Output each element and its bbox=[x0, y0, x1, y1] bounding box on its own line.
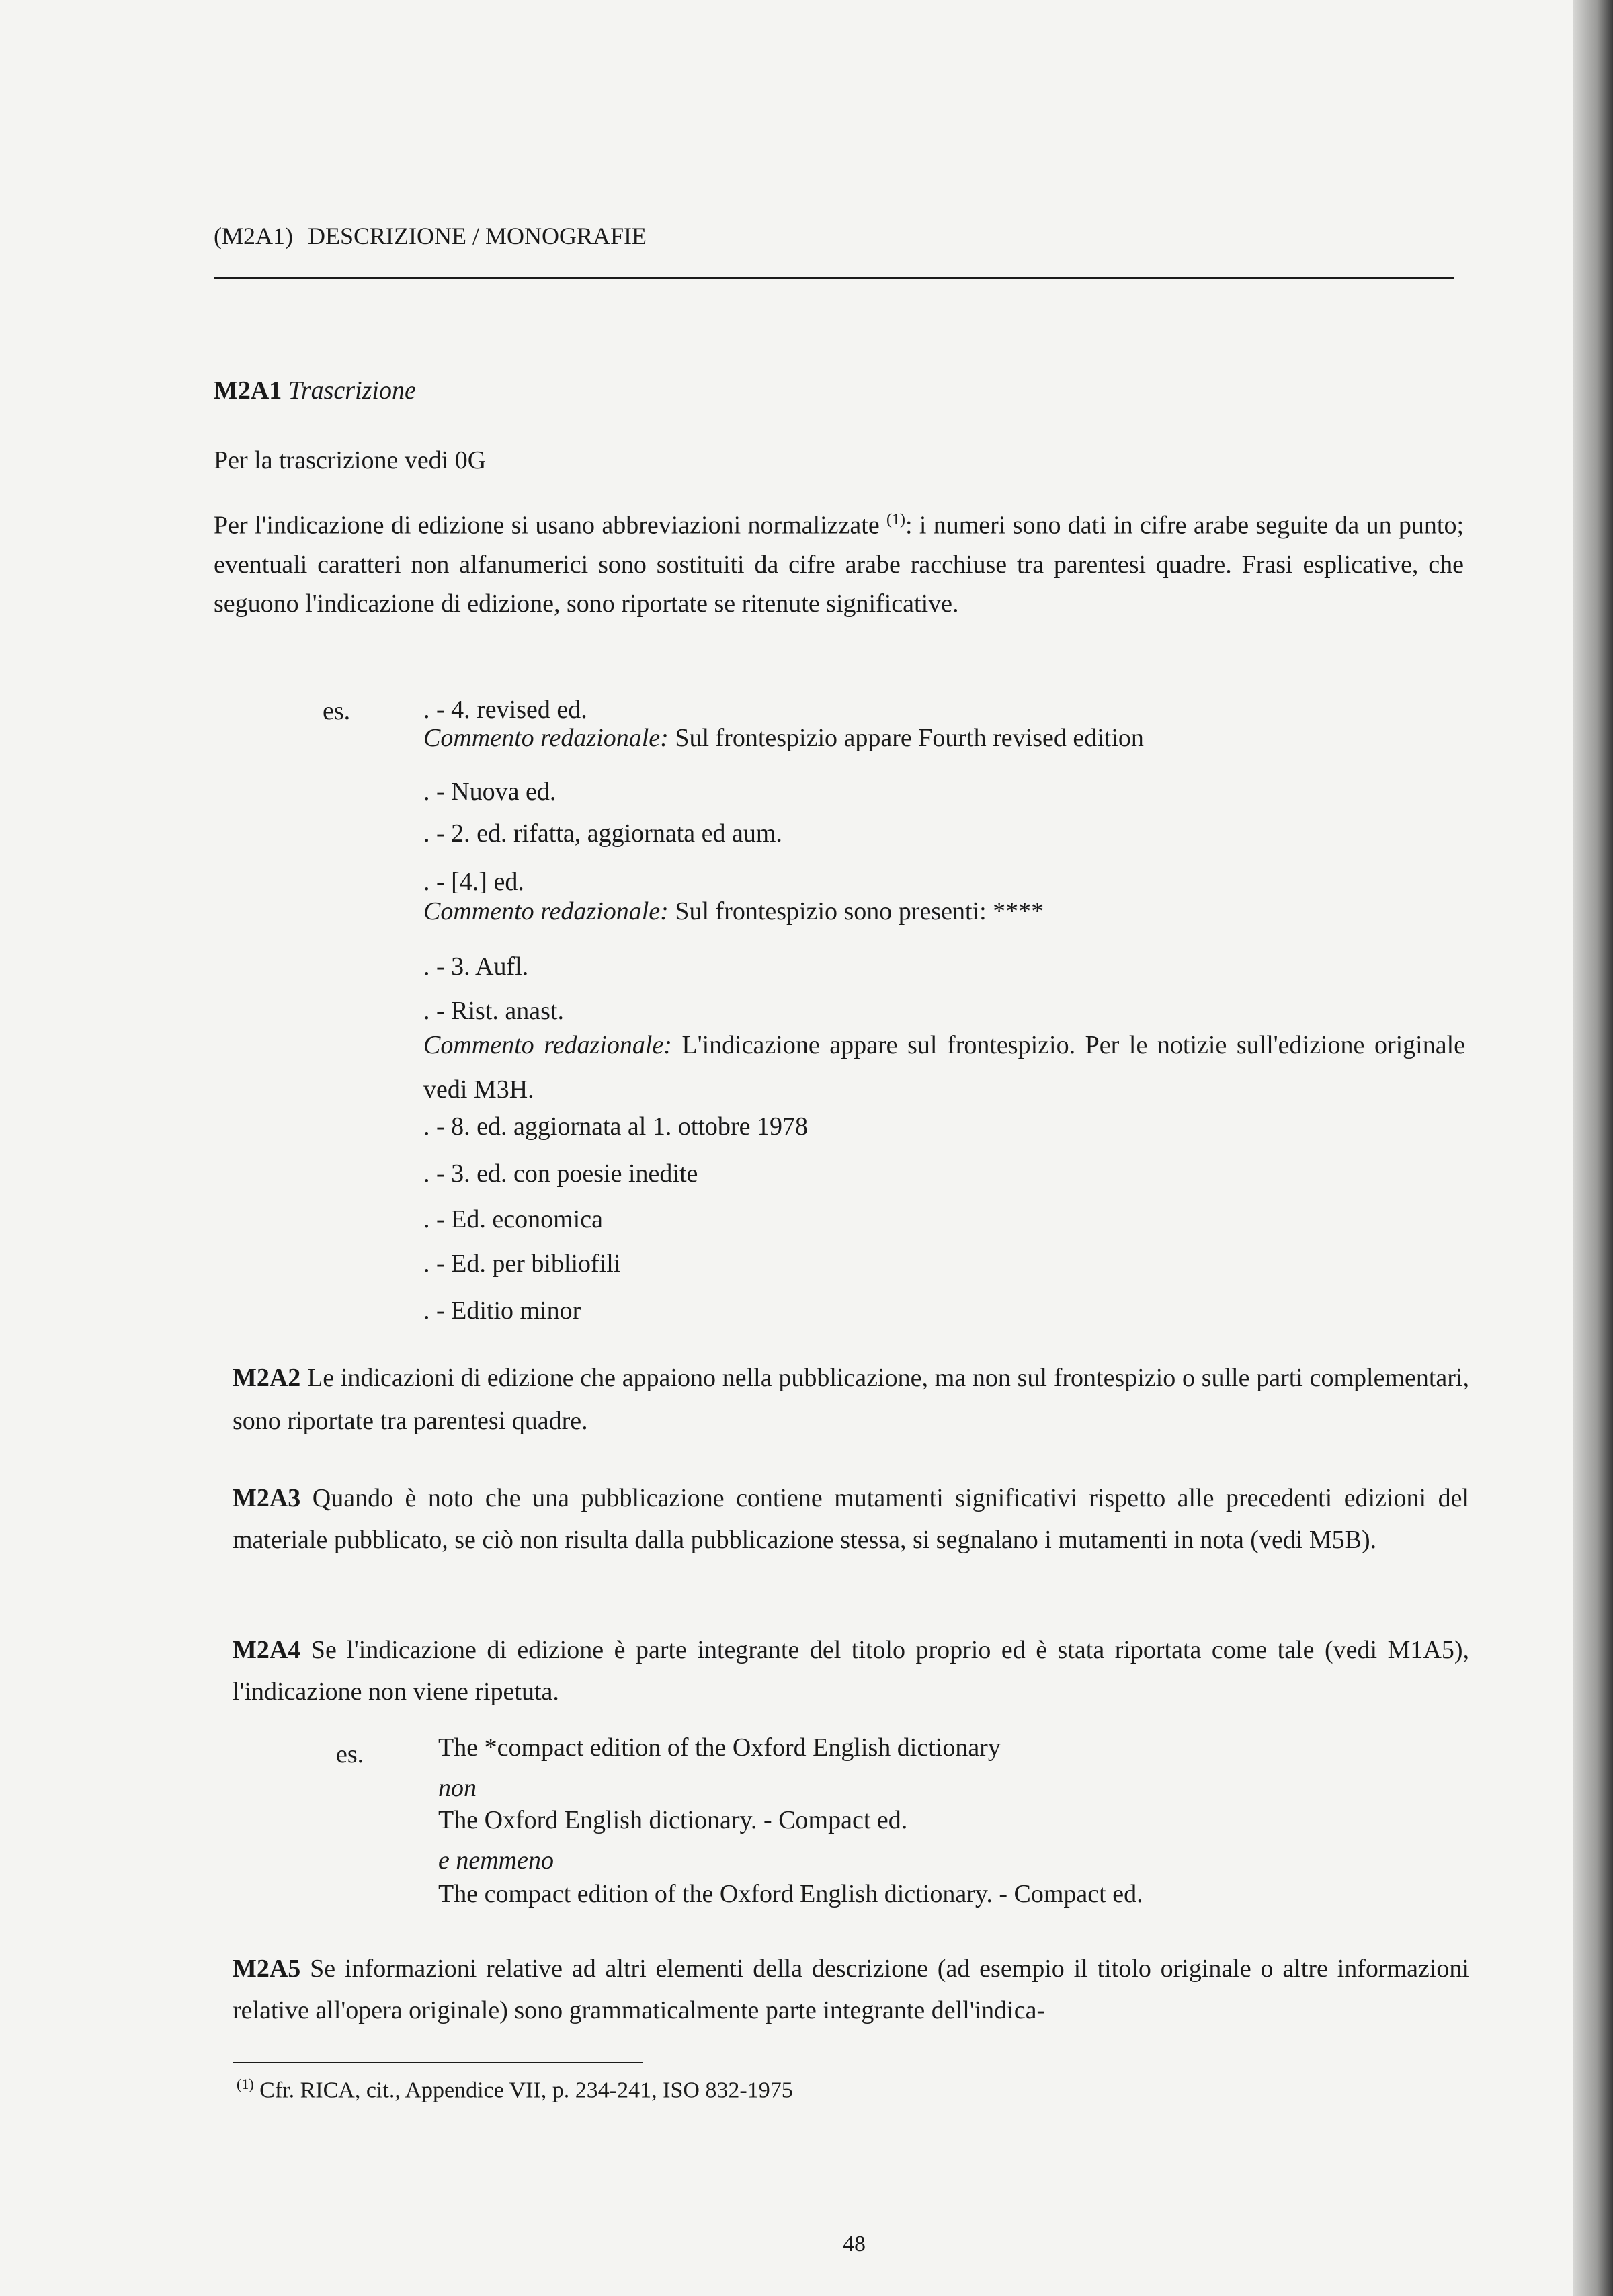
rule-code: M2A4 bbox=[233, 1636, 301, 1664]
paragraph-indicazione bbox=[214, 500, 1464, 623]
section-title: Trascrizione bbox=[288, 376, 416, 405]
example-line: . - 8. ed. aggiornata al 1. ottobre 1978 bbox=[423, 1112, 808, 1141]
footnote-text: Cfr. RICA, cit., Appendice VII, p. 234-241, ISO 832-1975 bbox=[253, 2078, 793, 2103]
example-label: es. bbox=[336, 1740, 364, 1768]
example-line: . - 3. Aufl. bbox=[423, 952, 529, 981]
section-heading-m2a1 bbox=[214, 367, 1464, 414]
book-spine-shadow bbox=[1573, 0, 1613, 2296]
paragraph-trascrizione: Per la trascrizione vedi 0G bbox=[214, 446, 487, 475]
comment-label: Commento redazionale: bbox=[423, 897, 669, 926]
footnote-mark: (1) bbox=[237, 2076, 254, 2092]
running-header bbox=[214, 222, 661, 250]
rule-text: Se l'indicazione di edizione è parte integrante del titolo proprio ed è stata riportata come tale (vedi M1A5), l'indicazione non viene ripetuta. bbox=[233, 1636, 1469, 1706]
footnote-ref: (1) bbox=[886, 511, 905, 528]
header-rule bbox=[214, 277, 1454, 279]
example-connector: e nemmeno bbox=[438, 1846, 554, 1875]
comment-label: Commento redazionale: bbox=[423, 724, 669, 752]
example-line: . - 4. revised ed. bbox=[423, 696, 587, 724]
example-connector: non bbox=[438, 1774, 477, 1802]
text: : i numeri sono dati in cifre arabe seguite da un punto; eventuali caratteri non alfanumerici sono sostituiti da cifre arabe racchiuse tra parentesi quadre. Frasi esplicative, che seguono l'indicazione di edizione, sono riportate se ritenute significative. bbox=[214, 511, 1464, 618]
paragraph-m2a3 bbox=[233, 1477, 1469, 1561]
rule-text: Quando è noto che una pubblicazione contiene mutamenti significativi rispetto alle precedenti edizioni del materiale pubblicato, se ciò non risulta dalla pubblicazione stessa, si segnalano i mutamenti in nota (vedi M5B). bbox=[233, 1484, 1469, 1554]
paragraph-m2a2 bbox=[233, 1356, 1469, 1442]
example-line: . - Editio minor bbox=[423, 1297, 581, 1325]
rule-code: M2A5 bbox=[233, 1955, 301, 1983]
section-code: M2A1 bbox=[214, 376, 282, 405]
header-title: DESCRIZIONE / MONOGRAFIE bbox=[307, 222, 647, 249]
rule-code: M2A2 bbox=[233, 1364, 301, 1392]
text: Per l'indicazione di edizione si usano abbreviazioni normalizzate bbox=[214, 511, 886, 540]
rule-text: Le indicazioni di edizione che appaiono nella pubblicazione, ma non sul frontespizio o sulle parti complementari, sono riportate tra parentesi quadre. bbox=[233, 1364, 1469, 1435]
example-label: es. bbox=[323, 697, 351, 725]
comment-text: L'indicazione appare sul frontespizio. Per le notizie sull'edizione originale vedi M3H. bbox=[423, 1031, 1465, 1104]
example-line: The *compact edition of the Oxford English dictionary bbox=[438, 1733, 1001, 1762]
comment-text: Sul frontespizio appare Fourth revised edition bbox=[668, 724, 1144, 752]
example-line: The compact edition of the Oxford English dictionary. - Compact ed. bbox=[438, 1880, 1143, 1908]
paragraph-m2a4 bbox=[233, 1629, 1469, 1713]
rule-code: M2A3 bbox=[233, 1484, 301, 1512]
footnote-rule bbox=[233, 2062, 643, 2063]
footnote bbox=[237, 2076, 793, 2103]
example-line: . - 2. ed. rifatta, aggiornata ed aum. bbox=[423, 819, 782, 848]
paragraph-m2a5 bbox=[233, 1948, 1469, 2031]
example-line: . - [4.] ed. bbox=[423, 868, 524, 896]
example-line: . - Ed. economica bbox=[423, 1205, 603, 1233]
rule-text: Se informazioni relative ad altri elementi della descrizione (ad esempio il titolo originale o altre informazioni relative all'opera originale) sono grammaticalmente parte integrante dell'indica- bbox=[233, 1955, 1469, 2024]
editorial-comment bbox=[423, 1023, 1465, 1112]
example-line: . - Ed. per bibliofili bbox=[423, 1249, 621, 1278]
example-line: . - 3. ed. con poesie inedite bbox=[423, 1159, 698, 1188]
editorial-comment bbox=[423, 719, 1144, 757]
comment-label: Commento redazionale: bbox=[423, 1031, 672, 1059]
example-line: . - Rist. anast. bbox=[423, 997, 564, 1025]
page-number: 48 bbox=[843, 2231, 866, 2256]
example-line: The Oxford English dictionary. - Compact ed. bbox=[438, 1806, 908, 1834]
comment-text: Sul frontespizio sono presenti: **** bbox=[668, 897, 1044, 926]
header-code: (M2A1) bbox=[214, 222, 293, 249]
editorial-comment bbox=[423, 893, 1044, 930]
example-line: . - Nuova ed. bbox=[423, 778, 556, 806]
